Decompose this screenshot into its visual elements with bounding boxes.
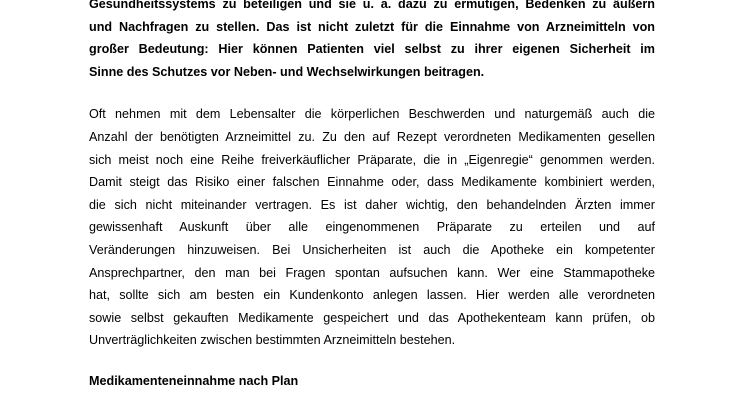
body-line: Unverträglichkeiten zwischen bestimmten Arzneimitteln bestehen. [89,333,456,348]
body-line: Veränderungen hinzuweisen. Bei Unsicherheiten ist auch die Apotheke ein kompetenter [89,242,655,257]
intro-line: Gesundheitssystems zu beteiligen und sie u. a. dazu zu ermutigen, Bedenken zu äußern [89,0,655,11]
body-line: hat, sollte sich am besten ein Kundenkonto anlegen lassen. Hier werden alle verordneten [89,288,655,303]
section-heading: Medikamenteneinnahme nach Plan [89,373,299,388]
body-line: sich meist noch eine Reihe freiverkäuflicher Präparate, die in „Eigenregie“ genommen werden. [89,152,655,167]
body-line: Oft nehmen mit dem Lebensalter die körperlichen Beschwerden und naturgemäß auch die [89,107,655,122]
intro-line: und Nachfragen zu stellen. Das ist nicht zuletzt für die Einnahme von Arzneimitteln von [89,19,655,34]
body-line: Damit steigt das Risiko einer falschen Einnahme oder, dass Medikamente kombiniert werden, [89,175,655,190]
body-line: sowie selbst gekauften Medikamente gespeichert und das Apothekenteam kann prüfen, ob [89,310,655,325]
intro-line: Sinne des Schutzes vor Neben- und Wechselwirkungen beitragen. [89,64,485,79]
document-page [89,0,655,393]
body-line: Anzahl der benötigten Arzneimittel zu. Zu den auf Rezept verordneten Medikamenten gesellen [89,129,655,144]
body-line: die sich nicht miteinander vertragen. Es ist daher wichtig, den behandelnden Ärzten immer [89,197,655,212]
body-line: Ansprechpartner, den man bei Fragen spontan aufsuchen kann. Wer eine Stammapotheke [89,265,655,280]
body-line: gewissenhaft Auskunft über alle eingenommenen Präparate zu erteilen und auf [89,220,655,235]
intro-paragraph [89,0,655,83]
intro-line: großer Bedeutung: Hier können Patienten viel selbst zu ihrer eigenen Sicherheit im [89,42,655,57]
body-paragraph [89,103,655,352]
